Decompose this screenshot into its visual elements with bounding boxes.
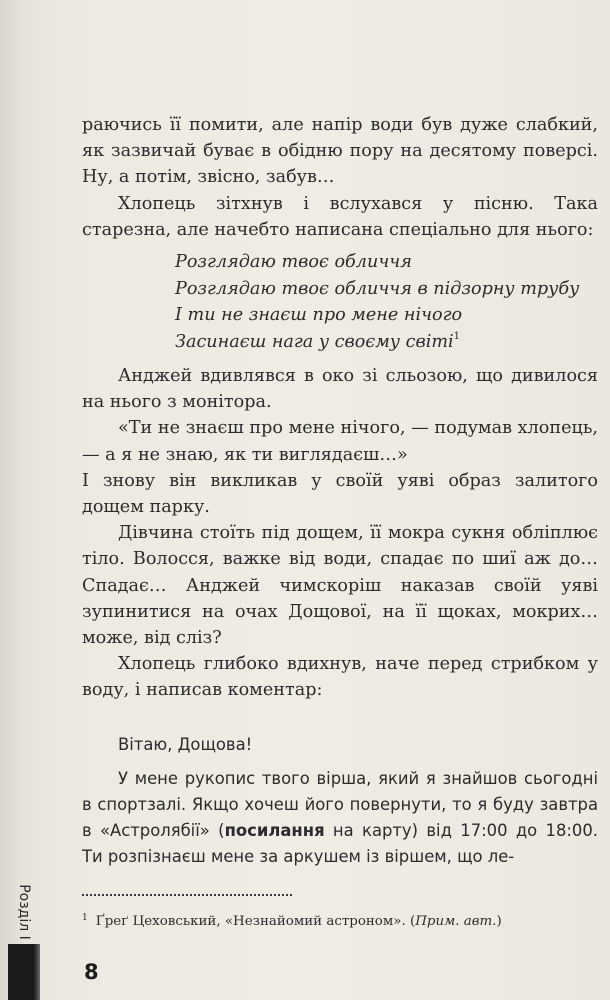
song-quote <box>175 249 598 355</box>
paragraph-1: раючись її помити, але напір води був дуже слабкий, як зазвичай буває в обідню пору на десятому поверсі. Ну, а потім, звісно, забув… <box>82 115 598 188</box>
message-greeting: Вітаю, Дощова! <box>118 734 253 754</box>
message-body-end: на карту) від 17:00 до 18:00. Ти розпізнаєш мене за аркушем із віршем, що ле- <box>82 821 598 867</box>
footnote-separator <box>82 894 292 899</box>
footnote-number: 1 <box>82 913 88 923</box>
footnote-text: Ґреґ Цеховський, «Незнайомий астроном». ( <box>95 914 416 929</box>
message-body <box>82 766 598 871</box>
song-line-4 <box>175 329 598 356</box>
paragraph-6: Дівчина стоїть під дощем, її мокра сукня обліплює тіло. Волосся, важке від води, спадає по шиї аж до… Спадає… Анджей чимскоріш наказав своїй уяві зупинитися на очах Дощової, на її щоках, мокрих… може, від сліз? <box>82 523 598 649</box>
song-line-1: Розглядаю твоє обличчя <box>175 252 412 273</box>
footnote-marker: 1 <box>453 330 461 342</box>
song-line-3: І ти не знаєш про мене нічого <box>175 305 463 326</box>
song-line-4-text: Засинаєш нага у своєму світі <box>175 331 454 352</box>
page-number: 8 <box>84 960 99 984</box>
page-body <box>82 112 598 871</box>
chapter-label-text: Розділ I <box>16 884 32 940</box>
song-line-2: Розглядаю твоє обличчя в підзорну трубу <box>175 278 580 299</box>
message-body-start: У мене рукопис твого вірша, який я знайшов сьогодні в спортзалі. Якщо хочеш його повернути, то я буду завтра в «Астролябії» ( <box>82 768 598 841</box>
chapter-tab-marker-edge <box>34 944 40 1000</box>
footnote-close: ) <box>496 914 502 929</box>
paragraph-3: Анджей вдивлявся в око зі сльозою, що дивилося на нього з монітора. <box>82 366 598 413</box>
footnote-note: Прим. авт. <box>415 914 497 929</box>
paragraph-5: І знову він викликав у своїй уяві образ залитого дощем парку. <box>82 470 598 518</box>
footnote <box>82 909 598 931</box>
paragraph-7: Хлопець глибоко вдихнув, наче перед стрибком у воду, і написав коментар: <box>82 654 598 701</box>
paragraph-4: «Ти не знаєш про мене нічого, — подумав хлопець, — а я не знаю, як ти виглядаєш…» <box>82 418 598 465</box>
map-link[interactable]: посилання <box>224 821 325 841</box>
paragraph-2: Хлопець зітхнув і вслухався у пісню. Така старезна, але начебто написана спеціально для нього: <box>82 193 598 240</box>
